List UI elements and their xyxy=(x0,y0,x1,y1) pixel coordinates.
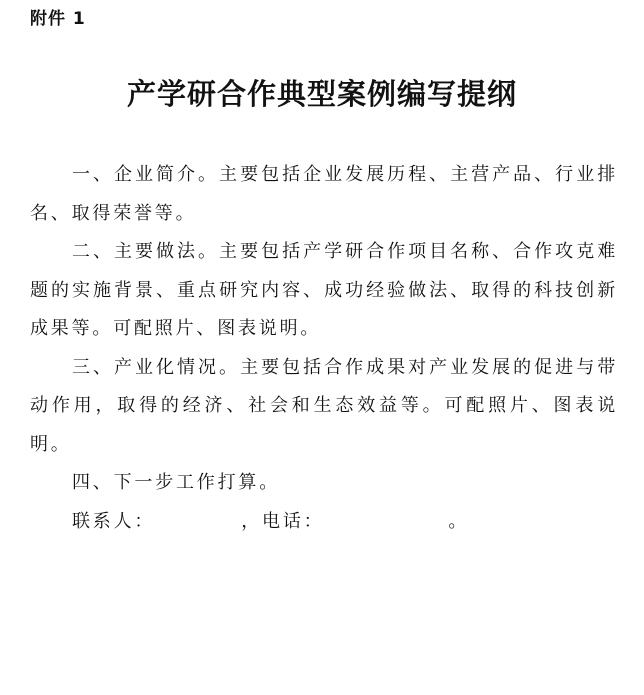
paragraph-industrialization: 三、产业化情况。主要包括合作成果对产业发展的促进与带动作用，取得的经济、社会和生态效益等。可配照片、图表说明。 xyxy=(30,356,618,455)
paragraph-main-practices: 二、主要做法。主要包括产学研合作项目名称、合作攻克难题的实施背景、重点研究内容、成功经验做法、取得的科技创新成果等。可配照片、图表说明。 xyxy=(30,241,618,339)
contact-separator: ， xyxy=(241,511,263,532)
paragraph-company-profile: 一、企业简介。主要包括企业发展历程、主营产品、行业排名、取得荣誉等。 xyxy=(30,164,618,224)
document-body xyxy=(30,156,618,503)
phone-label: 电话： xyxy=(262,511,325,532)
contact-line xyxy=(72,505,469,539)
contact-end-mark: 。 xyxy=(448,511,470,532)
paragraph-next-steps: 四、下一步工作打算。 xyxy=(72,472,280,493)
attachment-label: 附件 1 xyxy=(30,9,86,29)
document-title: 产学研合作典型案例编写提纲 xyxy=(126,77,517,111)
contact-person-label: 联系人： xyxy=(72,511,156,532)
